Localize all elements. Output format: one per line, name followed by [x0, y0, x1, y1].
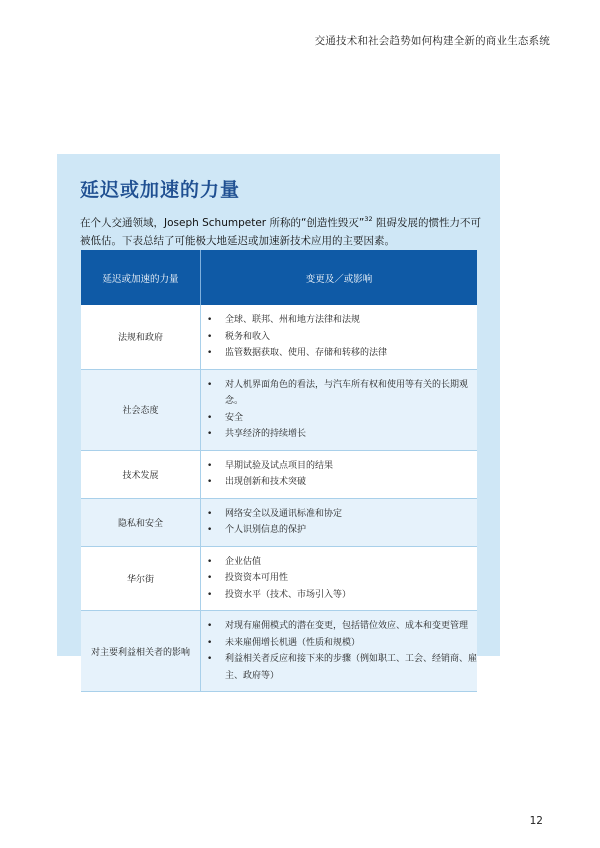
intro-text-after: 阻碍发展的惯性力不可被低估。下表总结了可能极大地延迟或加速新技术应用的主要因素。 [80, 217, 481, 247]
list-item-text: 出现创新和技术突破 [225, 477, 307, 487]
list-item-text: 安全 [225, 412, 244, 423]
bullet-icon: • [207, 556, 213, 567]
bullet-icon: • [207, 429, 213, 439]
bullet-icon: • [207, 589, 213, 600]
list-item [207, 426, 477, 443]
list-item-text: 个人识别信息的保护 [225, 525, 307, 535]
list-item [207, 587, 477, 604]
list-item-text: 全球、联邦、州和地方法律和法规 [225, 315, 361, 325]
list-item [207, 329, 477, 346]
impact-cell [201, 450, 478, 498]
bullet-icon: • [207, 637, 213, 648]
bullet-icon: • [207, 331, 213, 342]
list-item [207, 651, 477, 684]
factor-cell: 法规和政府 [81, 305, 201, 369]
table-row [81, 369, 477, 450]
list-item-text: 共享经济的持续增长 [225, 429, 307, 439]
list-item-text: 税务和收入 [225, 331, 271, 342]
list-item-text: 未来雇佣增长机遇（性质和规模） [225, 637, 361, 648]
bullet-icon: • [207, 348, 213, 358]
list-item [207, 345, 477, 362]
list-item-text: 投资资本可用性 [225, 573, 289, 583]
impact-cell [201, 305, 478, 369]
impact-cell [201, 369, 478, 450]
bullet-icon: • [207, 621, 213, 631]
list-item-text: 投资水平（技术、市场引入等） [225, 589, 352, 600]
impact-cell [201, 546, 478, 611]
list-item-text: 监管数据获取、使用、存储和转移的法律 [225, 348, 388, 358]
list-item [207, 570, 477, 587]
table-row [81, 498, 477, 546]
bullet-icon: • [207, 654, 213, 664]
bullet-icon: • [207, 508, 213, 519]
bullet-icon: • [207, 412, 213, 423]
info-panel [57, 154, 500, 681]
list-item-text: 利益相关者反应和接下来的步骤（例如职工、工会、经销商、雇主、政府等） [225, 654, 478, 681]
column-header-force: 延迟或加速的力量 [81, 250, 201, 305]
list-item-text: 对现有雇佣模式的潜在变更，包括错位效应、成本和变更管理 [225, 621, 469, 631]
intro-text-before: 在个人交通领域，Joseph Schumpeter 所称的“创造性毁灭” [80, 217, 365, 229]
footnote-ref: 32 [364, 215, 373, 223]
list-item-text: 企业估值 [225, 556, 262, 567]
intro-paragraph [80, 210, 485, 250]
panel-title: 延迟或加速的力量 [80, 179, 241, 201]
list-item [207, 554, 477, 571]
table-header-row [81, 250, 477, 305]
list-item [207, 410, 477, 427]
list-item-text: 网络安全以及通讯标准和协定 [225, 508, 343, 519]
list-item [207, 312, 477, 329]
factor-cell: 对主要利益相关者的影响 [81, 611, 201, 692]
factor-cell: 社会态度 [81, 369, 201, 450]
table-row [81, 450, 477, 498]
list-item [207, 458, 477, 475]
table-row [81, 546, 477, 611]
page-number: 12 [529, 815, 543, 827]
table-row [81, 305, 477, 369]
column-header-impact: 变更及／或影响 [201, 250, 478, 305]
list-item-text: 早期试验及试点项目的结果 [225, 460, 334, 471]
bullet-icon: • [207, 477, 213, 487]
list-item-text: 对人机界面角色的看法，与汽车所有权和使用等有关的长期观念。 [225, 379, 469, 406]
forces-table [81, 250, 477, 692]
list-item [207, 474, 477, 491]
impact-cell [201, 611, 478, 692]
factor-cell: 隐私和安全 [81, 498, 201, 546]
running-header: 交通技术和社会趋势如何构建全新的商业生态系统 [314, 35, 550, 47]
list-item [207, 635, 477, 652]
impact-cell [201, 498, 478, 546]
bullet-icon: • [207, 573, 213, 583]
list-item [207, 618, 477, 635]
factor-cell: 技术发展 [81, 450, 201, 498]
bullet-icon: • [207, 460, 213, 471]
bullet-icon: • [207, 525, 213, 535]
list-item [207, 377, 477, 410]
table-body [81, 305, 477, 692]
table-row [81, 611, 477, 692]
factor-cell: 华尔街 [81, 546, 201, 611]
list-item [207, 522, 477, 539]
bullet-icon: • [207, 315, 213, 325]
list-item [207, 506, 477, 523]
bullet-icon: • [207, 379, 213, 390]
